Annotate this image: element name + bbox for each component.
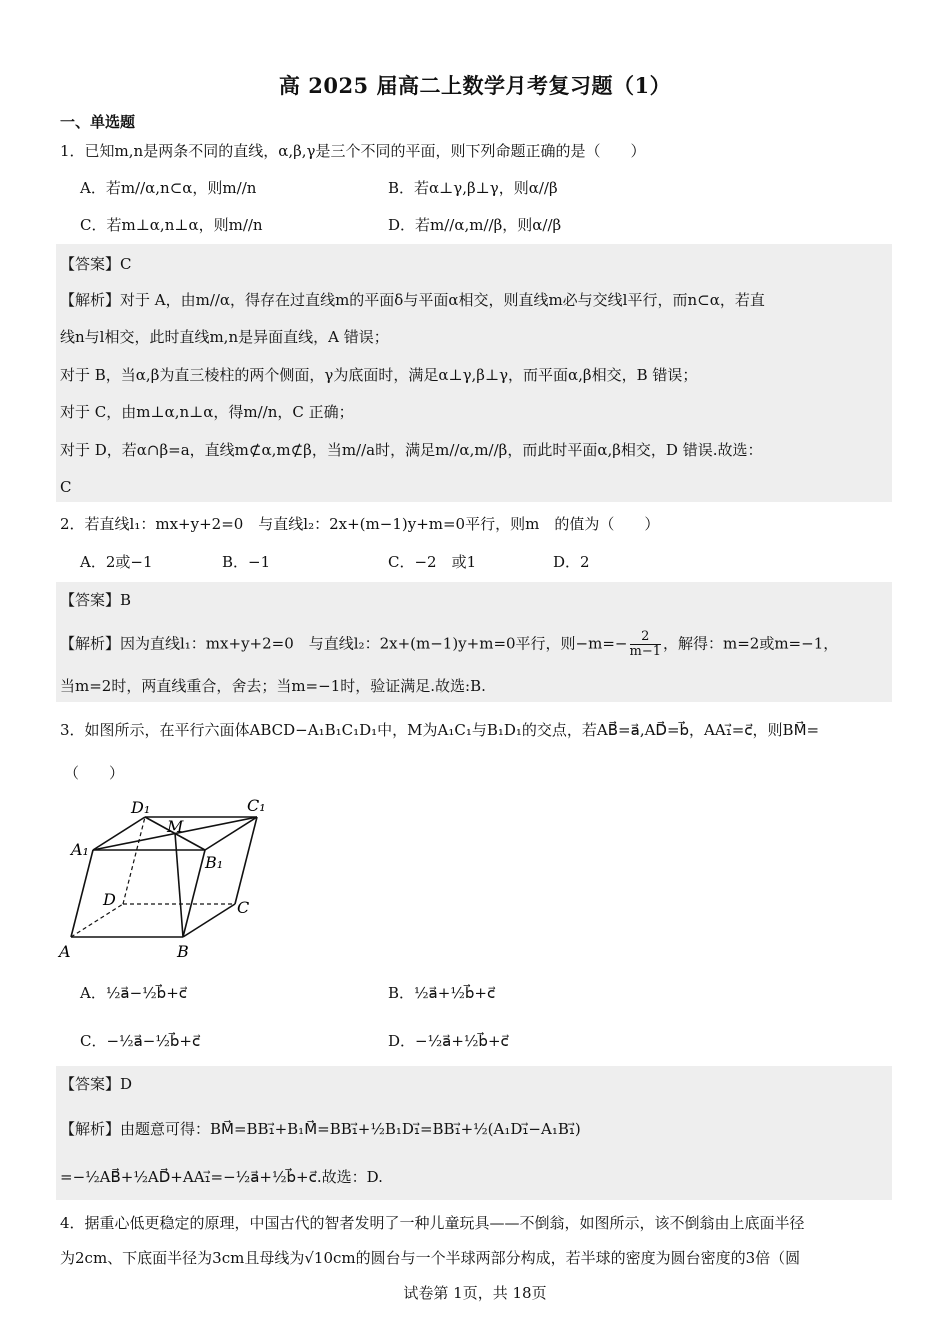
parallelepiped-figure [55, 795, 275, 965]
label-c: C [237, 898, 250, 917]
q2-explanation-1 [60, 630, 838, 659]
q2-fraction-num: 2 [630, 630, 662, 645]
q2-stem: 2．若直线l₁：mx+y+2=0 与直线l₂：2x+(m−1)y+m=0平行，则m 的值为（ ） [60, 515, 660, 533]
label-b1: B₁ [205, 853, 224, 872]
q2-option-a: A．2或−1 [80, 553, 153, 571]
q2-fraction [630, 630, 662, 659]
edge-cc1 [235, 817, 257, 904]
q2-explanation-1b: ，解得：m=2或m=−1， [663, 634, 839, 653]
q1-answer: 【答案】C [60, 255, 132, 273]
q1-explanation-2: 线n与l相交，此时直线m,n是异面直线，A 错误； [60, 328, 389, 346]
label-b: B [177, 942, 189, 961]
q1-option-a: A．若m//α,n⊂α，则m//n [80, 179, 257, 197]
label-d: D [103, 890, 116, 909]
q3-stem: 3．如图所示，在平行六面体ABCD−A₁B₁C₁D₁中，M为A₁C₁与B₁D₁的交点，若AB⃗=a⃗,AD⃗=b⃗，AA₁⃗=c⃗，则BM⃗= [60, 721, 820, 739]
q3-stem-2: （ ） [64, 764, 125, 782]
label-c1: C₁ [247, 796, 266, 815]
q1-explanation-6: C [60, 478, 72, 496]
q3-option-d: D．−½a⃗+½b⃗+c⃗ [388, 1032, 509, 1050]
q2-answer: 【答案】B [60, 591, 132, 609]
label-a: A [59, 942, 71, 961]
q1-stem: 1．已知m,n是两条不同的直线，α,β,γ是三个不同的平面，则下列命题正确的是（ ） [60, 142, 646, 160]
hidden-edge-dd1 [123, 817, 145, 904]
q3-option-c: C．−½a⃗−½b⃗+c⃗ [80, 1032, 201, 1050]
figure-edges [71, 817, 257, 937]
q3-option-a: A．½a⃗−½b⃗+c⃗ [80, 984, 188, 1002]
q1-explanation-5: 对于 D，若α∩β=a，直线m⊄α,m⊄β，当m//a时，满足m//α,m//β，而此时平面α,β相交，D 错误.故选： [60, 441, 763, 459]
q3-option-b: B．½a⃗+½b⃗+c⃗ [388, 984, 496, 1002]
q1-option-b: B．若α⊥γ,β⊥γ，则α//β [388, 179, 558, 197]
q2-fraction-den: m−1 [629, 644, 661, 659]
q3-explanation-1: 【解析】由题意可得：BM⃗=BB₁⃗+B₁M⃗=BB₁⃗+½B₁D₁⃗=BB₁⃗+½(A₁D₁⃗−A₁B₁⃗) [60, 1120, 581, 1138]
q3-explanation-2: =−½AB⃗+½AD⃗+AA₁⃗=−½a⃗+½b⃗+c⃗.故选：D. [60, 1168, 383, 1186]
label-a1: A₁ [71, 840, 89, 859]
edge-bb1 [183, 850, 205, 937]
q3-answer: 【答案】D [60, 1075, 133, 1093]
q2-explanation-1a: 【解析】因为直线l₁：mx+y+2=0 与直线l₂：2x+(m−1)y+m=0平行，则−m=− [60, 634, 628, 653]
q4-stem-1: 4．据重心低更稳定的原理，中国古代的智者发明了一种儿童玩具——不倒翁，如图所示，该不倒翁由上底面半径 [60, 1214, 805, 1232]
page-footer: 试卷第 1页，共 18页 [403, 1284, 547, 1302]
label-m: M [167, 817, 184, 836]
q1-option-d: D．若m//α,m//β，则α//β [388, 216, 562, 234]
q4-stem-2: 为2cm、下底面半径为3cm且母线为√10cm的圆台与一个半球两部分构成，若半球的密度为圆台密度的3倍（圆 [60, 1249, 801, 1267]
segment-bm [175, 833, 183, 937]
page-title: 高 2025 届高二上数学月考复习题（1） [278, 73, 672, 98]
q2-option-b: B．−1 [222, 553, 271, 571]
q1-explanation-3: 对于 B，当α,β为直三棱柱的两个侧面，γ为底面时，满足α⊥γ,β⊥γ，而平面α,β相交，B 错误； [60, 366, 698, 384]
q1-explanation-1: 【解析】对于 A，由m//α，得存在过直线m的平面δ与平面α相交，则直线m必与交线l平行，而n⊂α，若直 [60, 291, 765, 309]
q2-option-c: C．−2 或1 [388, 553, 477, 571]
q1-option-c: C．若m⊥α,n⊥α，则m//n [80, 216, 263, 234]
edge-aa1 [71, 850, 93, 937]
q1-explanation-4: 对于 C，由m⊥α,n⊥α，得m//n，C 正确； [60, 403, 354, 421]
q2-explanation-2: 当m=2时，两直线重合，舍去；当m=−1时，验证满足.故选:B. [60, 677, 486, 695]
q2-option-d: D．2 [553, 553, 590, 571]
section-heading: 一、单选题 [60, 113, 136, 131]
label-d1: D₁ [131, 798, 151, 817]
